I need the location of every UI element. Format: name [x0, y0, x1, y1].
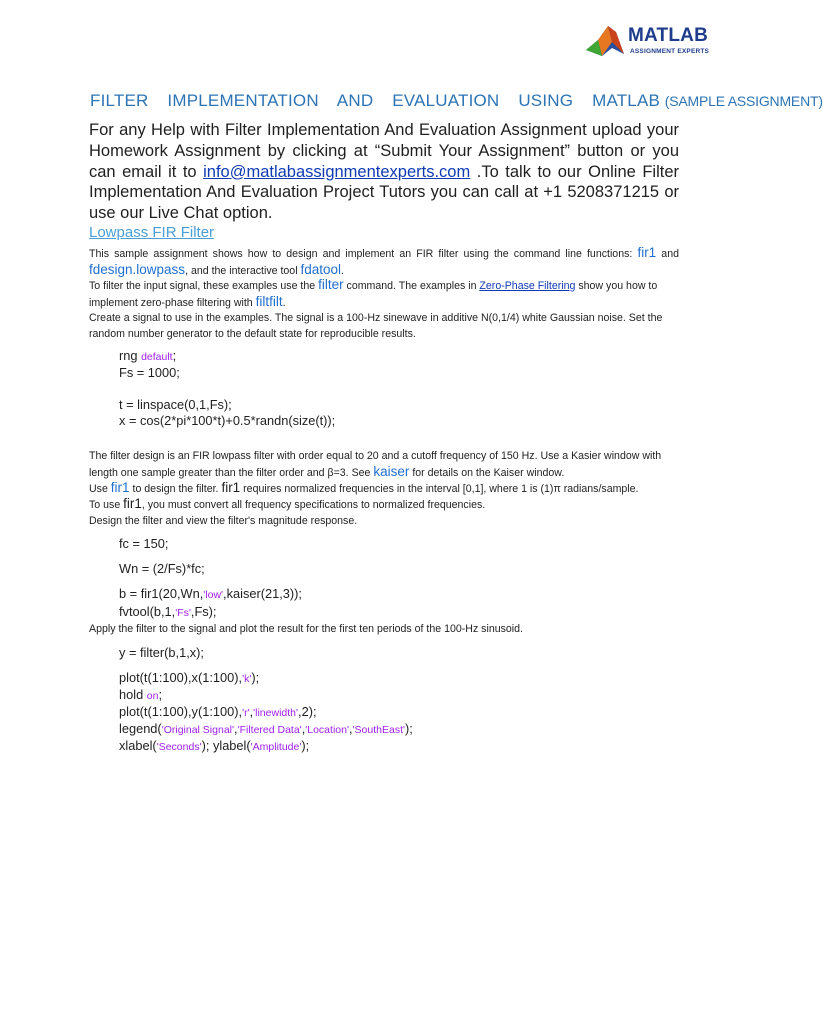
email-link[interactable]: info@matlabassignmentexperts.com — [203, 162, 471, 181]
code-text: ); ylabel( — [201, 738, 251, 753]
p5-use: Use — [89, 483, 111, 495]
p1-tool-text: , and the interactive tool — [185, 265, 301, 277]
code-string: 'Amplitude' — [250, 741, 302, 753]
code-block-3 — [119, 645, 413, 755]
code-string: 'low' — [203, 589, 224, 602]
code-line: fc = 150; — [119, 536, 169, 551]
p4-end: for details on the Kaiser window. — [409, 467, 565, 479]
code-text: , — [348, 721, 353, 736]
intro-paragraph — [89, 120, 679, 224]
p1-and: and — [656, 248, 679, 260]
code-text: ; — [172, 348, 177, 363]
code-line: y = filter(b,1,x); — [119, 645, 204, 660]
code-string: 'Seconds' — [156, 741, 202, 753]
matlab-logo — [584, 20, 714, 64]
title-main: FILTER IMPLEMENTATION AND EVALUATION USING MATLAB — [90, 91, 661, 110]
p4-text: The filter design is an FIR lowpass filter with order equal to 20 and a cutoff frequency of 150 Hz. Use a Kasier window with length one sample greater than the filter order and β=3. See — [89, 450, 662, 479]
code-line — [119, 604, 302, 621]
code-text: , — [249, 704, 254, 719]
intro-text-1: For any Help with Filter Implementation And Evaluation Assignment upload your Homework Assignment by clicking at “Submit Your Assignment” button or you can email it to — [89, 121, 679, 181]
p2-end: . — [282, 297, 286, 309]
code-block-2 — [119, 536, 302, 621]
code-string: 'linewidth' — [253, 707, 299, 719]
code-block-1 — [119, 348, 335, 429]
p1-text: This sample assignment shows how to design and implement an FIR filter using the command line functions: — [89, 248, 638, 260]
code-string: 'Location' — [305, 724, 349, 736]
fdatool-link[interactable]: fdatool — [300, 262, 342, 277]
code-line: Fs = 1000; — [119, 365, 180, 380]
p2-text-2: command. The examples in — [343, 280, 480, 292]
code-string: 'k' — [242, 673, 252, 685]
fir1-link[interactable]: fir1 — [637, 245, 657, 260]
p6-text: To use — [89, 499, 124, 511]
code-text: plot(t(1:100),x(1:100), — [119, 670, 243, 685]
filter-link[interactable]: filter — [318, 277, 344, 292]
code-string: 'SouthEast' — [352, 724, 405, 736]
paragraph-3: Create a signal to use in the examples. The signal is a 100-Hz sinewave in additive N(0,1/4) white Gaussian noise. Set the random number generator to the default state for reproducible results. — [89, 312, 663, 340]
fir1-ref: fir1 — [221, 480, 241, 495]
p1-end: . — [341, 265, 344, 277]
code-text: b = fir1(20,Wn, — [119, 586, 204, 602]
zero-phase-link[interactable]: Zero-Phase Filtering — [479, 280, 576, 292]
intro-text-2: .To talk to our Online Filter Implementation And Evaluation Project Tutors you can call at +1 5208371215 or use our Live Chat option. — [89, 162, 679, 223]
logo-brand: MATLAB — [628, 25, 708, 46]
code-string: default — [141, 351, 173, 363]
code-text: xlabel( — [119, 738, 157, 753]
code-string: 'Original Signal' — [161, 724, 234, 736]
code-text: hold — [119, 687, 147, 702]
code-line — [119, 704, 413, 721]
code-line — [119, 670, 413, 687]
paragraph-1 — [89, 245, 679, 279]
code-text: rng — [119, 348, 142, 363]
title-sub: (SAMPLE ASSIGNMENT) — [664, 93, 823, 109]
matlab-membrane-icon — [584, 22, 626, 62]
kaiser-link[interactable]: kaiser — [373, 464, 410, 479]
code-line — [119, 738, 413, 755]
code-text: , — [234, 721, 238, 736]
fdesign-link[interactable]: fdesign.lowpass — [89, 262, 186, 277]
code-string: 'r' — [242, 707, 250, 719]
code-text: ,kaiser(21,3)); — [223, 586, 302, 602]
paragraph-4 — [89, 448, 679, 481]
p5-text-2: requires normalized frequencies in the interval [0,1], where 1 is (1)π radians/sample. — [240, 483, 639, 495]
code-text: fvtool(b,1, — [119, 603, 176, 619]
paragraph-6 — [89, 496, 679, 513]
code-text: ; — [158, 687, 162, 702]
filtfilt-link[interactable]: filtfilt — [255, 294, 283, 309]
code-text: , — [301, 721, 306, 736]
code-string: 'Filtered Data' — [237, 724, 302, 736]
p2-text: To filter the input signal, these examples use the — [89, 280, 319, 292]
code-line — [119, 721, 413, 738]
code-text: ); — [301, 738, 310, 753]
code-text: ); — [405, 721, 413, 736]
code-text: legend( — [119, 721, 162, 736]
code-string: on — [146, 690, 159, 702]
fir1-link[interactable]: fir1 — [110, 480, 130, 495]
p2-text-3: show you how to implement zero-phase filtering with — [89, 280, 658, 309]
page-title — [90, 90, 823, 112]
code-text: ); — [251, 670, 260, 685]
code-line: t = linspace(0,1,Fs); — [119, 397, 232, 412]
code-line — [119, 348, 335, 365]
code-line: x = cos(2*pi*100*t)+0.5*randn(size(t)); — [119, 413, 336, 428]
code-line — [119, 687, 413, 704]
paragraph-5 — [89, 480, 679, 497]
code-text: ,2); — [298, 704, 317, 719]
code-line: Wn = (2/Fs)*fc; — [119, 561, 205, 577]
logo-tagline: ASSIGNMENT EXPERTS — [630, 48, 710, 55]
paragraph-2 — [89, 277, 679, 311]
paragraph-7: Design the filter and view the filter's magnitude response. — [89, 515, 358, 527]
code-string: 'Fs' — [175, 606, 191, 619]
paragraph-8: Apply the filter to the signal and plot the result for the first ten periods of the 100-Hz sinusoid. — [89, 623, 523, 635]
code-text: ,Fs); — [190, 603, 217, 619]
fir1-ref: fir1 — [123, 496, 142, 511]
code-text: plot(t(1:100),y(1:100), — [119, 704, 243, 719]
code-line — [119, 586, 302, 603]
p6-text-2: , you must convert all frequency specifications to normalized frequencies. — [141, 499, 486, 511]
section-heading[interactable]: Lowpass FIR Filter — [89, 224, 215, 241]
p5-text: to design the filter. — [129, 483, 222, 495]
